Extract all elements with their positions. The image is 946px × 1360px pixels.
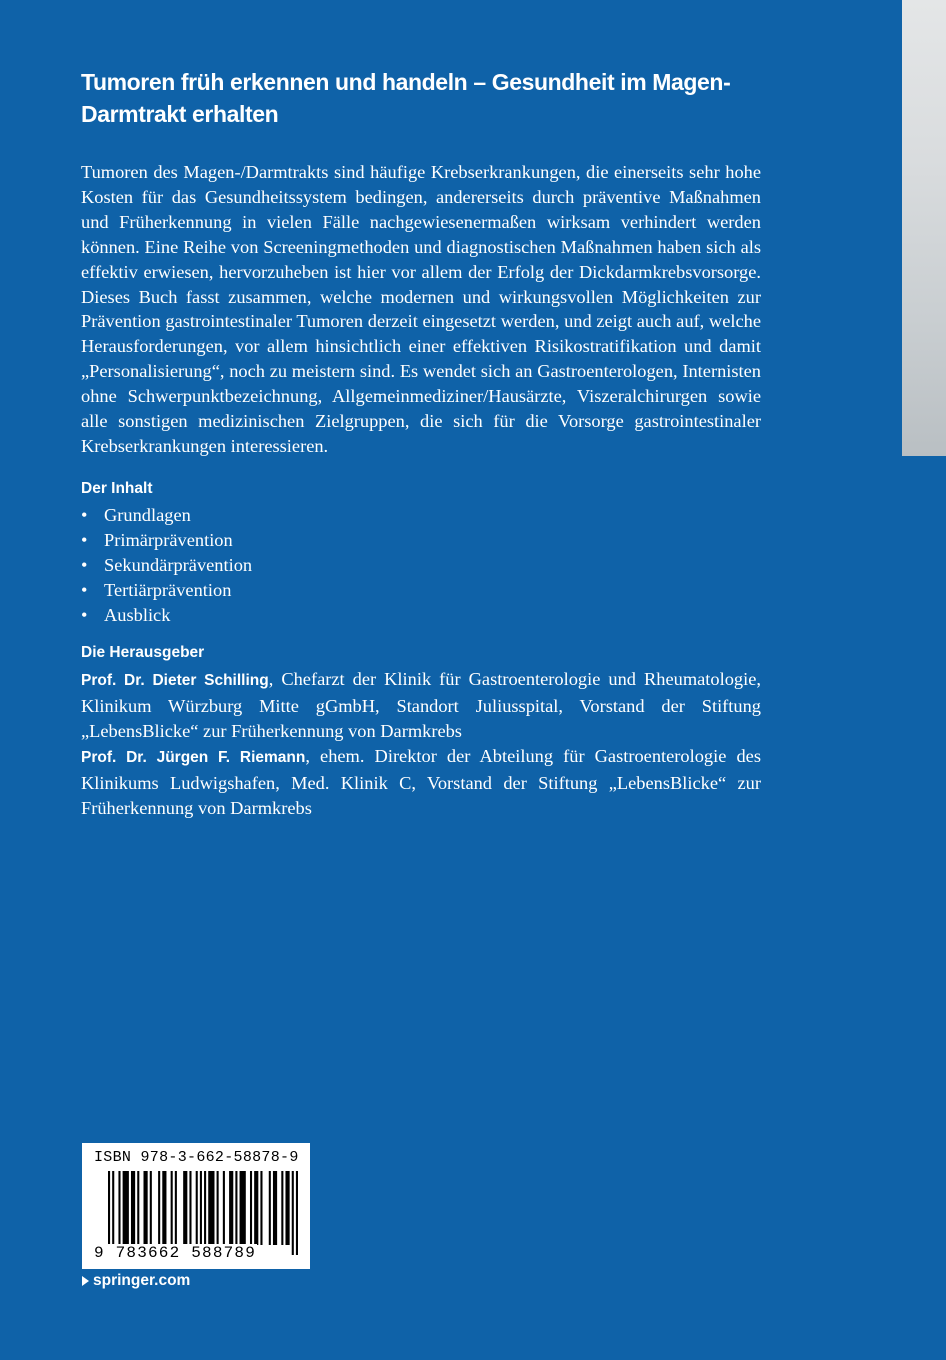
list-item: • Grundlagen [81,503,761,528]
isbn-label: ISBN 978-3-662-58878-9 [94,1149,299,1166]
editor-name: Prof. Dr. Dieter Schilling [81,672,269,690]
springer-link[interactable] [82,1272,190,1290]
editor-name: Prof. Dr. Jürgen F. Riemann [81,749,306,767]
editor-bio: , Chefarzt der Klinik für Gastroenterologie und Rheumatologie, Klinikum Würzburg Mitte gGmbH, Standort Juliusspital, Vorstand der Stiftung „LebensBlicke“ zur Früherkennung von Darmkrebs [81,669,761,742]
bullet-icon: • [81,504,88,525]
inhalt-heading: Der Inhalt [81,479,153,497]
list-item: • Tertiärprävention [81,578,761,603]
barcode-bars [108,1171,298,1255]
book-title: Tumoren früh erkennen und handeln – Gesundheit im Magen-Darmtrakt erhalten [81,69,731,127]
editor-bio: , ehem. Direktor der Abteilung für Gastroenterologie des Klinikums Ludwigshafen, Med. Klinik C, Vorstand der Stiftung „LebensBlicke“ zur Früherkennung von Darmkrebs [81,746,761,818]
cover-image-strip [902,0,946,456]
editor-entry [81,744,761,821]
arrow-right-icon [82,1276,89,1286]
springer-link-text: springer.com [93,1272,191,1289]
herausgeber-heading: Die Herausgeber [81,644,205,662]
bullet-icon: • [81,579,88,600]
list-item: • Primärprävention [81,528,761,553]
list-item: • Sekundärprävention [81,553,761,578]
book-description: Tumoren des Magen-/Darmtrakts sind häufige Krebserkrankungen, die einerseits sehr hohe Kosten für das Gesundheitssystem bedingen, andererseits durch präventive Maßnahmen und Früherkennung in vielen Fälle nachgewiesenermaßen wirksam verhindert werden können. Eine Reihe von Screeningmethoden und diagnostischen Maßnahmen haben sich als effektiv erwiesen, hervorzuheben ist hier vor allem der Erfolg der Dickdarmkrebsvorsorge. Dieses Buch fasst zusammen, welche modernen und wirkungsvollen Möglichkeiten zur Prävention gastrointestinaler Tumoren derzeit eingesetzt werden, und zeigt auch auf, welche Herausforderungen, vor allem hinsichtlich einer effektiven Risikostratifikation und damit „Personalisierung“, noch zu meistern sind. Es wendet sich an Gastroenterologen, Internisten ohne Schwerpunktbezeichnung, Allgemeinmediziner/Hausärzte, Viszeralchirurgen sowie alle sonstigen medizinischen Zielgruppen, die sich für die Vorsorge gastrointestinaler Krebserkrankungen interessieren. [81,162,761,456]
bullet-icon: • [81,529,88,550]
bullet-icon: • [81,554,88,575]
isbn-barcode [82,1143,310,1269]
content-column [81,66,761,821]
editor-entry [81,667,761,744]
inhalt-list [81,503,761,628]
barcode-digits: 9 783662 588789 [94,1244,257,1262]
list-item: • Ausblick [81,603,761,628]
bullet-icon: • [81,604,88,625]
